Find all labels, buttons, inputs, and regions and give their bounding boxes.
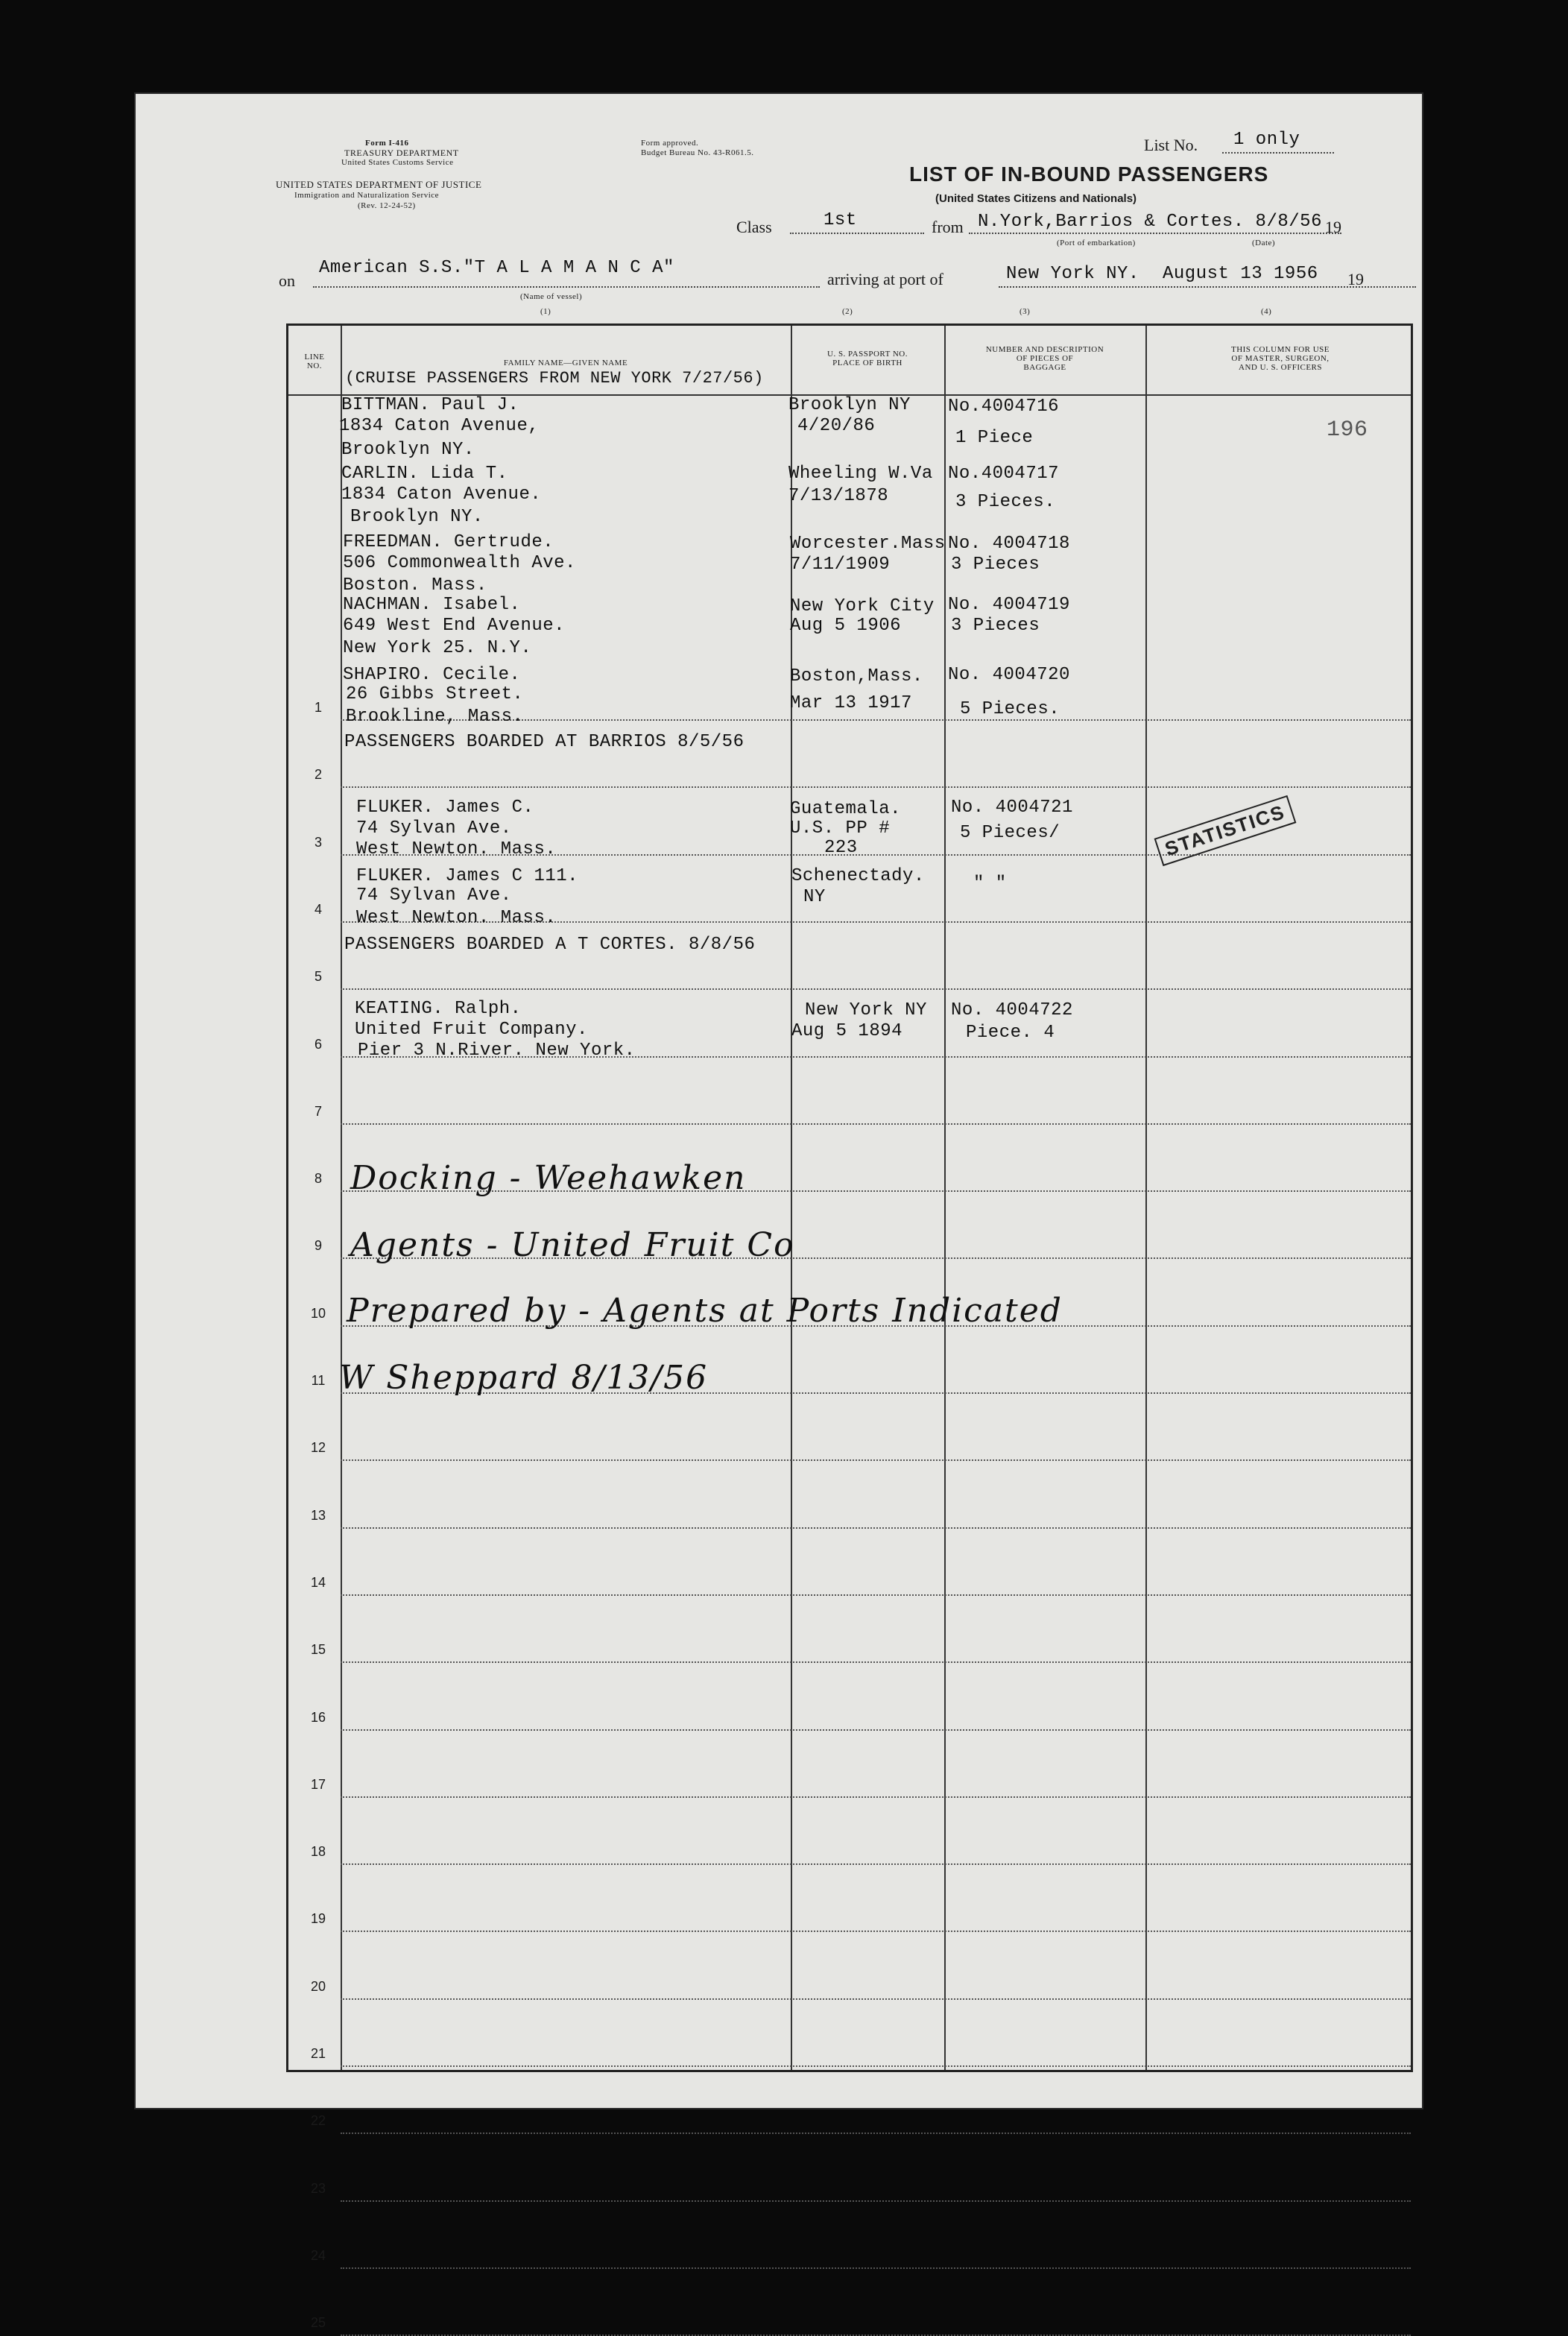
handwritten-prepared-by: Prepared by - Agents at Ports Indicated (347, 1292, 1063, 1330)
row-line (341, 1594, 1411, 1596)
entry-name: FLUKER. James C. (356, 798, 534, 818)
treasury-department: TREASURY DEPARTMENT (344, 148, 459, 158)
entry-birthdate: 7/13/1878 (788, 486, 889, 506)
col2-caption: (2) (842, 307, 853, 316)
row-line (341, 2133, 1411, 2134)
row-number: 13 (310, 1507, 326, 1523)
row-line (341, 2065, 1411, 2067)
row-number: 8 (314, 1171, 322, 1187)
entry-address-1: 26 Gibbs Street. (346, 684, 524, 704)
row-number: 15 (310, 1642, 326, 1658)
entry-address-2: Brooklyn NY. (350, 507, 484, 527)
col-divider (791, 326, 792, 2070)
entry-baggage-pieces: 3 Pieces (951, 555, 1040, 575)
entry-baggage-pieces: 1 Piece (955, 428, 1034, 448)
row-line (341, 1931, 1411, 1932)
page-title: LIST OF IN-BOUND PASSENGERS (909, 162, 1269, 186)
entry-baggage-pieces: Piece. 4 (966, 1023, 1055, 1043)
arrival-date-value: August 13 1956 (1163, 264, 1318, 284)
entry-name: NACHMAN. Isabel. (343, 595, 521, 615)
entry-officer-note: 196 (1327, 417, 1368, 443)
row-number: 1 (314, 700, 322, 715)
row-number: 25 (310, 2315, 326, 2331)
class-value: 1st (823, 210, 857, 230)
row-line (341, 988, 1411, 990)
entry-birthdate: Aug 5 1894 (791, 1021, 903, 1041)
row-number: 10 (310, 1305, 326, 1321)
entry-birthplace: Wheeling W.Va (788, 464, 933, 484)
port-of-embarkation-caption: (Port of embarkation) (1057, 239, 1136, 247)
on-label: on (279, 271, 295, 290)
entry-address-2: West Newton. Mass. (356, 839, 557, 859)
row-line (341, 2200, 1411, 2202)
row-line (341, 1527, 1411, 1529)
entry-address-1: 74 Sylvan Ave. (356, 818, 512, 839)
entry-birthplace: Worcester.Mass (790, 534, 946, 554)
list-no-underline (1222, 152, 1334, 154)
ins-service: Immigration and Naturalization Service (294, 191, 440, 200)
entry-baggage-no: No. 4004719 (948, 595, 1070, 615)
entry-address-1: 1834 Caton Avenue. (341, 484, 542, 505)
row-number: 24 (310, 2247, 326, 2263)
row-number: 19 (310, 1911, 326, 1927)
row-number: 5 (314, 969, 322, 985)
row-number: 9 (314, 1238, 322, 1254)
entry-address-2: Brooklyn NY. (341, 440, 475, 460)
row-number: 21 (310, 2046, 326, 2061)
row-line (341, 786, 1411, 788)
entry-birthplace: New York City (790, 596, 935, 616)
entry-address-2: New York 25. N.Y. (343, 638, 532, 658)
entry-passport-no: 223 (824, 838, 858, 858)
entry-birthdate: Mar 13 1917 (790, 693, 912, 713)
row-number: 17 (310, 1776, 326, 1792)
section-header-cruise: (CRUISE PASSENGERS FROM NEW YORK 7/27/56) (345, 369, 764, 388)
entry-baggage-no: No. 4004721 (951, 798, 1073, 818)
row-number: 2 (314, 767, 322, 783)
class-label: Class (736, 218, 772, 236)
row-number: 14 (310, 1574, 326, 1590)
row-number: 4 (314, 901, 322, 917)
revision: (Rev. 12-24-52) (358, 201, 416, 210)
col-divider (944, 326, 946, 2070)
row-number: 18 (310, 1844, 326, 1860)
entry-address-1: 74 Sylvan Ave. (356, 886, 512, 906)
header-name: FAMILY NAME—GIVEN NAME (503, 359, 628, 367)
row-line (341, 1123, 1411, 1125)
entry-name: BITTMAN. Paul J. (341, 395, 519, 415)
entry-birthdate: Aug 5 1906 (790, 616, 902, 636)
header-line-no: LINE NO. (304, 353, 325, 370)
row-number: 22 (310, 2113, 326, 2129)
section-header-barrios: PASSENGERS BOARDED AT BARRIOS 8/5/56 (344, 732, 745, 752)
vessel-value: American S.S."T A L A M A N C A" (319, 258, 674, 278)
row-line (341, 1459, 1411, 1461)
arrival-underline (999, 286, 1416, 288)
entry-birthplace: Schenectady. (791, 866, 925, 886)
handwritten-signature: W Sheppard 8/13/56 (339, 1359, 709, 1397)
entry-baggage-no: No.4004716 (948, 397, 1060, 417)
entry-address-2: Boston. Mass. (343, 575, 487, 596)
entry-baggage-ditto: " " (973, 874, 1007, 894)
class-underline (790, 233, 924, 234)
entry-address-2: Brookline, Mass. (346, 707, 524, 727)
entry-baggage-pieces: 3 Pieces. (955, 492, 1056, 512)
entry-birthdate: 4/20/86 (797, 416, 876, 436)
date-caption: (Date) (1252, 239, 1276, 247)
customs-service: United States Customs Service (341, 158, 454, 167)
vessel-caption: (Name of vessel) (520, 292, 583, 301)
list-no-value: 1 only (1233, 130, 1300, 150)
col1-caption: (1) (540, 307, 551, 316)
row-line (341, 1661, 1411, 1663)
entry-name: FREEDMAN. Gertrude. (343, 532, 554, 552)
entry-address-2: Pier 3 N.River. New York. (358, 1041, 636, 1061)
entry-baggage-pieces: 3 Pieces (951, 616, 1040, 636)
header-passport: U. S. PASSPORT NO. PLACE OF BIRTH (827, 350, 908, 367)
arriving-label: arriving at port of (827, 270, 943, 288)
from-year: 19 (1325, 218, 1341, 236)
statistics-stamp: STATISTICS (1154, 795, 1297, 866)
entry-baggage-pieces: 5 Pieces/ (960, 823, 1060, 843)
entry-birthplace: Boston,Mass. (790, 666, 923, 686)
col-divider (1145, 326, 1147, 2070)
from-label: from (932, 218, 964, 236)
section-header-cortes: PASSENGERS BOARDED A T CORTES. 8/8/56 (344, 935, 756, 955)
entry-address-1: United Fruit Company. (355, 1020, 588, 1040)
entry-name: KEATING. Ralph. (355, 999, 522, 1019)
col3-caption: (3) (1019, 307, 1031, 316)
entry-address-1: 506 Commonwealth Ave. (343, 553, 576, 573)
row-number: 6 (314, 1036, 322, 1052)
row-line (341, 1796, 1411, 1798)
entry-baggage-no: No. 4004718 (948, 534, 1070, 554)
list-no-label: List No. (1144, 136, 1198, 154)
entry-birthplace: Guatemala. (790, 799, 902, 819)
entry-baggage-no: No.4004717 (948, 464, 1060, 484)
port-value: New York NY. (1006, 264, 1139, 284)
entry-baggage-no: No. 4004720 (948, 665, 1070, 685)
row-line (341, 1863, 1411, 1865)
row-line (341, 1998, 1411, 2000)
header-officers: THIS COLUMN FOR USE OF MASTER, SURGEON, AND U. S. OFFICERS (1230, 345, 1330, 372)
entry-name: SHAPIRO. Cecile. (343, 665, 521, 685)
row-number: 3 (314, 834, 322, 850)
header-baggage: NUMBER AND DESCRIPTION OF PIECES OF BAGGAGE (985, 345, 1104, 372)
row-number: 12 (310, 1440, 326, 1456)
form-approved: Form approved. (641, 139, 699, 148)
entry-birthdate: U.S. PP # (790, 818, 891, 839)
form-number: Form I-416 (365, 139, 409, 148)
arrival-year: 19 (1347, 270, 1364, 288)
entry-birthdate: 7/11/1909 (790, 555, 891, 575)
page-subtitle: (United States Citizens and Nationals) (935, 192, 1137, 205)
budget-bureau: Budget Bureau No. 43-R061.5. (641, 148, 754, 157)
entry-birthplace: New York NY (805, 1000, 927, 1020)
row-number: 11 (311, 1373, 326, 1388)
from-underline (969, 233, 1341, 234)
entry-baggage-no: No. 4004722 (951, 1000, 1073, 1020)
row-line (341, 1729, 1411, 1731)
handwritten-agents: Agents - United Fruit Co (350, 1226, 795, 1264)
row-number: 20 (310, 1978, 326, 1994)
entry-name: FLUKER. James C 111. (356, 866, 579, 886)
entry-address-1: 649 West End Avenue. (343, 616, 566, 636)
from-value: N.York,Barrios & Cortes. 8/8/56 (978, 212, 1322, 232)
col4-caption: (4) (1261, 307, 1272, 316)
vessel-underline (313, 286, 820, 288)
dept-of-justice: UNITED STATES DEPARTMENT OF JUSTICE (276, 179, 482, 190)
col-divider (341, 326, 342, 2070)
row-line (341, 2267, 1411, 2269)
entry-baggage-pieces: 5 Pieces. (960, 699, 1060, 719)
row-number: 7 (314, 1103, 322, 1119)
entry-birthplace: Brooklyn NY (788, 395, 911, 415)
row-number: 16 (310, 1709, 326, 1725)
entry-name: CARLIN. Lida T. (341, 464, 508, 484)
entry-birthdate: NY (803, 887, 826, 907)
handwritten-docking: Docking - Weehawken (350, 1159, 747, 1197)
row-number: 23 (310, 2180, 326, 2196)
entry-address-2: West Newton. Mass. (356, 908, 557, 928)
entry-address-1: 1834 Caton Avenue, (339, 416, 540, 436)
